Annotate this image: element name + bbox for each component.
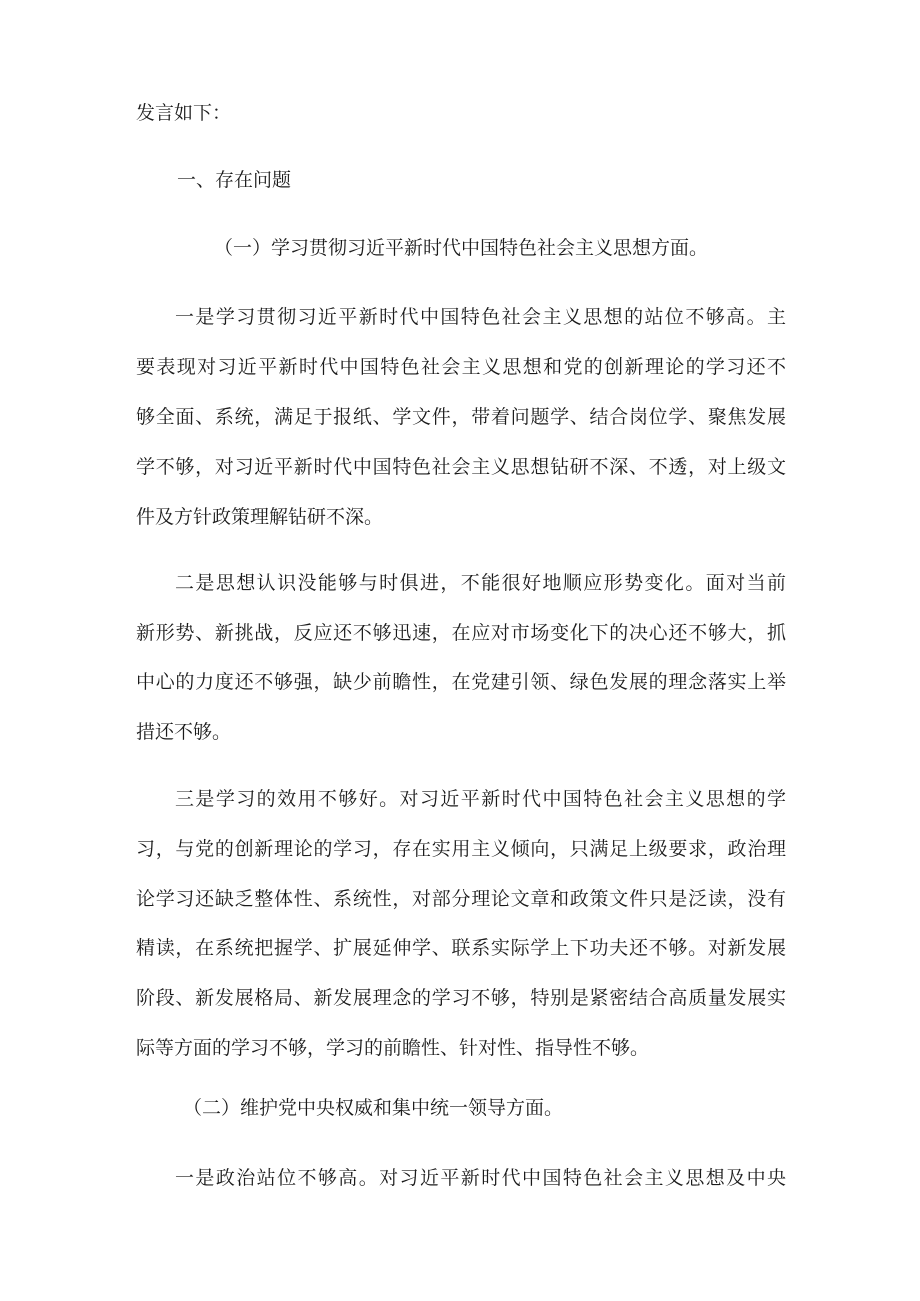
para4-line-1: 一是政治站位不够高。对习近平新时代中国特色社会主义思想及中央 <box>175 1167 786 1189</box>
para1-line-2: 要表现对习近平新时代中国特色社会主义思想和党的创新理论的学习还不 <box>136 356 786 378</box>
para2-line-1: 二是思想认识没能够与时俱进，不能很好地顺应形势变化。面对当前 <box>175 572 786 594</box>
subsection-title-1: （一）学习贯彻习近平新时代中国特色社会主义思想方面。 <box>214 237 709 259</box>
para2-line-3: 中心的力度还不够强，缺少前瞻性，在党建引领、绿色发展的理念落实上举 <box>136 671 786 693</box>
para1-line-4: 学不够，对习近平新时代中国特色社会主义思想钻研不深、不透，对上级文 <box>136 456 786 478</box>
para1-line-3: 够全面、系统，满足于报纸、学文件，带着问题学、结合岗位学、聚焦发展 <box>136 406 786 428</box>
para3-line-1: 三是学习的效用不够好。对习近平新时代中国特色社会主义思想的学 <box>175 788 786 810</box>
section-title: 一、存在问题 <box>177 169 292 191</box>
para3-line-3: 论学习还缺乏整体性、系统性，对部分理论文章和政策文件只是泛读，没有 <box>136 888 786 910</box>
para3-line-2: 习，与党的创新理论的学习，存在实用主义倾向，只满足上级要求，政治理 <box>136 838 786 860</box>
intro-text: 发言如下： <box>136 102 232 124</box>
para2-line-2: 新形势、新挑战，反应还不够迅速，在应对市场变化下的决心还不够大，抓 <box>136 622 786 644</box>
para1-line-1: 一是学习贯彻习近平新时代中国特色社会主义思想的站位不够高。主 <box>175 306 786 328</box>
para1-line-5: 件及方针政策理解钻研不深。 <box>136 506 384 528</box>
para3-line-6: 际等方面的学习不够，学习的前瞻性、针对性、指导性不够。 <box>136 1037 650 1059</box>
para2-line-4: 措还不够。 <box>136 721 232 743</box>
para3-line-5: 阶段、新发展格局、新发展理念的学习不够，特别是紧密结合高质量发展实 <box>136 987 786 1009</box>
para3-line-4: 精读，在系统把握学、扩展延伸学、联系实际学上下功夫还不够。对新发展 <box>136 937 786 959</box>
subsection-title-2: （二）维护党中央权威和集中统一领导方面。 <box>183 1097 564 1119</box>
